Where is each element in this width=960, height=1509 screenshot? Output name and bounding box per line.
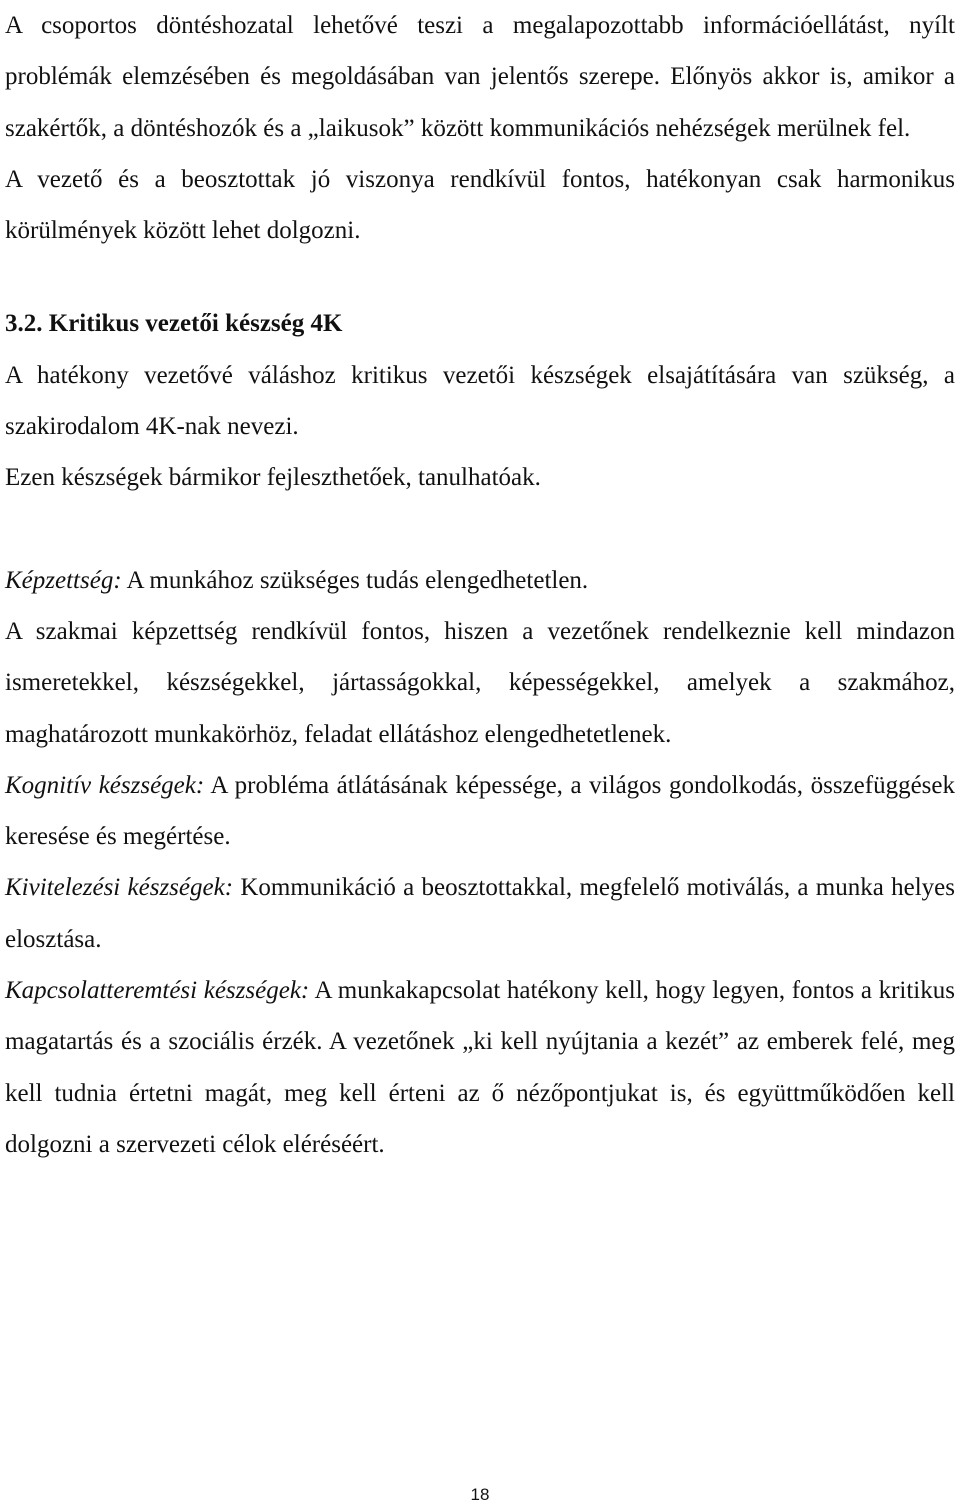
spacer <box>5 256 955 298</box>
item-text: A szakmai képzettség rendkívül fontos, hiszen a vezetőnek rendelkeznie kell mindazon ismeretekkel, készségekkel, jártasságokkal, képességekkel, amelyek a szakmához, maghatározott munkakörhöz, feladat ellátáshoz elengedhetetlenek. <box>5 617 955 748</box>
item-text: Kommunikáció a beosztottakkal, megfelelő motiválás, a munka helyes elosztása. <box>5 874 955 953</box>
section-intro-2: Ezen készségek bármikor fejleszthetőek, tanulhatóak. <box>5 464 541 492</box>
page-number: 18 <box>470 1485 490 1504</box>
item-text: A munkakapcsolat hatékony kell, hogy legyen, fontos a kritikus magatartás és a szociális érzék. A vezetőnek „ki kell nyújtania a kezét” az emberek felé, meg kell tudnia értetni magát, meg kell érteni az ő nézőpontjukat is, és együttműködően kell dolgozni a szervezeti célok eléréséért. <box>5 977 955 1158</box>
item-kognitiv <box>5 760 955 863</box>
section-intro: A hatékony vezetővé váláshoz kritikus vezetői készségek elsajátítására van szükség, a szakirodalom 4K-nak nevezi. <box>5 361 955 441</box>
section-heading: 3.2. Kritikus vezetői készség 4K <box>5 310 343 338</box>
item-label: Kivitelezési készségek: <box>5 874 234 902</box>
item-text: A munkához szükséges tudás elengedhetetlen. <box>121 566 589 594</box>
item-kapcsolatteremtesi <box>5 965 955 1170</box>
paragraph-leader-relationship: A vezető és a beosztottak jó viszonya rendkívül fontos, hatékonyan csak harmonikus körülmények között lehet dolgozni. <box>5 165 955 245</box>
item-kepzettseg <box>5 555 955 606</box>
paragraph-group-decision: A csoportos döntéshozatal lehetővé teszi a megalapozottabb információellátást, nyílt problémák elemzésében és megoldásában van jelentős szerepe. Előnyös akkor is, amikor a szakértők, a döntéshozók és a „laikusok” között kommunikációs nehézségek merülnek fel. <box>5 12 955 142</box>
item-kivitelezesi <box>5 862 955 965</box>
spacer <box>5 504 955 555</box>
item-text: A probléma átlátásának képessége, a világos gondolkodás, összefüggések keresése és megértése. <box>5 771 956 851</box>
item-szakmai-kepzettseg <box>5 606 955 760</box>
item-label: Kognitív készségek: <box>5 771 205 799</box>
document-page <box>5 0 955 1170</box>
item-label: Képzettség: <box>5 566 122 594</box>
item-label: Kapcsolatteremtési készségek: <box>5 977 310 1005</box>
